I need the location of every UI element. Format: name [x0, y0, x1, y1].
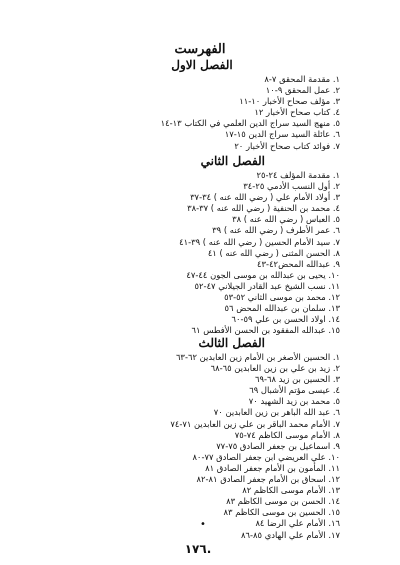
- list-item: ١٣. الأمام موسى الكاظم ٨٢: [242, 485, 340, 496]
- list-item: ٧. الأمام محمد الباقر بن علي زين العابدين ٧١-٧٤: [170, 418, 340, 429]
- list-item: ٢. زيد بن علي بن زين العابدين ٦٥-٦٨: [210, 363, 340, 374]
- list-item: ٩. اسماعيل بن جعفر الصادق ٧٥-٧٧: [216, 440, 340, 451]
- stray-dot: •: [200, 519, 206, 530]
- list-item: ١١. المأمون بن الأمام جعفر الصادق ٨١: [205, 462, 340, 473]
- list-item: ٤. عيسى مؤتم الأشبال ٦٩: [249, 385, 340, 396]
- list-item: ١. مقدمة المؤلف ٢٤-٢٥: [256, 170, 340, 180]
- list-item: ١١. نسب الشيخ عبد القادر الجيلاني ٤٧-٥٢: [194, 280, 340, 291]
- list-item: ٥. العباس ( رضي الله عنه ) ٣٨: [232, 214, 340, 225]
- list-item: ١٥. الحسين بن موسى الكاظم ٨٣: [223, 507, 340, 518]
- list-item: ١٥. عبدالله المفقود بن الحسن الأفطس ٦١: [191, 325, 340, 336]
- list-item: ٦. عائلة السيد سراج الدين ١٥-١٧: [224, 129, 340, 140]
- list-item: ٧. فوائد كتاب صحاح الأخبار ٢٠: [234, 140, 340, 151]
- section-1-list: [40, 74, 340, 152]
- list-item: ١٢. محمد بن موسى الثاني ٥٢-٥٣: [224, 292, 340, 303]
- list-item: ١٣. سلمان بن عبدالله المحض ٥٦: [224, 303, 340, 314]
- list-item: ١. الحسين الأصغر بن الأمام زين العابدين ٦٢-٦٣: [175, 352, 340, 362]
- list-item: ٣. مؤلف صحاح الأخبار ١٠-١١: [239, 96, 340, 107]
- list-item: ٢. أول النسب الأدمي ٢٥-٣٤: [243, 181, 340, 192]
- list-item: ١٠. علي العريضي ابن جعفر الصادق ٧٧-٨٠: [192, 451, 340, 462]
- list-item: ٣. أولاد الأمام علي ( رضي الله عنه ) ٣٤-٣٧: [190, 192, 340, 203]
- page-number: .١٧٦: [184, 542, 212, 556]
- list-item: ٢. عمل المحقق ٩-١٠: [265, 85, 340, 96]
- index-title: الفهرست: [174, 42, 226, 57]
- list-item: ١٧. الأمام علي الهادي ٨٥-٨٦: [241, 529, 340, 540]
- list-item: ٩. عبدالله المحض٤٢-٤٣: [257, 258, 340, 269]
- list-item: ١٤. الحسن بن موسى الكاظم ٨٣: [226, 496, 340, 507]
- list-item: ٦. عمر الأطرف ( رضي الله عنه ) ٣٩: [212, 225, 340, 236]
- list-item: ٥. محمد بن زيد الشهيد ٧٠: [248, 396, 340, 407]
- section-title-2: الفصل الثاني: [200, 154, 265, 168]
- list-item: ١٠. يحيى بن عبدالله بن موسى الجون ٤٤-٤٧: [186, 269, 340, 280]
- list-item: ١٦. الأمام علي الرضا ٨٤: [255, 518, 340, 529]
- list-item: ٤. كتاب صحاح الأخبار ١٢: [254, 107, 340, 118]
- section-title-1: الفصل الاول: [171, 58, 233, 72]
- list-item: ٦. عبد الله الباهر بن زين العابدين ٧٠: [213, 407, 340, 418]
- section-3-list: [40, 352, 340, 541]
- list-item: ٧. سيد الأمام الحسين ( رضي الله عنه ) ٣٩-٤١: [179, 236, 340, 247]
- list-item: ٣. الحسين بن زيد ٦٨-٦٩: [255, 374, 340, 385]
- list-item: ٥. منهج السيد سراج الدين العلمي في الكتاب ١٣-١٤: [160, 118, 340, 129]
- section-2-list: [40, 170, 340, 336]
- list-item: ١٤. اولاد الحسن بن علي ٥٩-٦٠: [231, 314, 340, 325]
- list-item: ١. مقدمة المحقق ٧-٨: [264, 74, 340, 84]
- list-item: ٨. الحسن المثنى ( رضي الله عنه ) ٤١: [207, 247, 340, 258]
- list-item: ١٢. اسحاق بن الأمام جعفر الصادق ٨١-٨٢: [196, 474, 340, 485]
- list-item: ٤. محمد بن الحنفية ( رضي الله عنه ) ٣٧-٣٨: [187, 203, 340, 214]
- section-title-3: الفصل الثالث: [198, 336, 265, 350]
- list-item: ٨. الأمام موسى الكاظم ٧٤-٧٥: [234, 429, 340, 440]
